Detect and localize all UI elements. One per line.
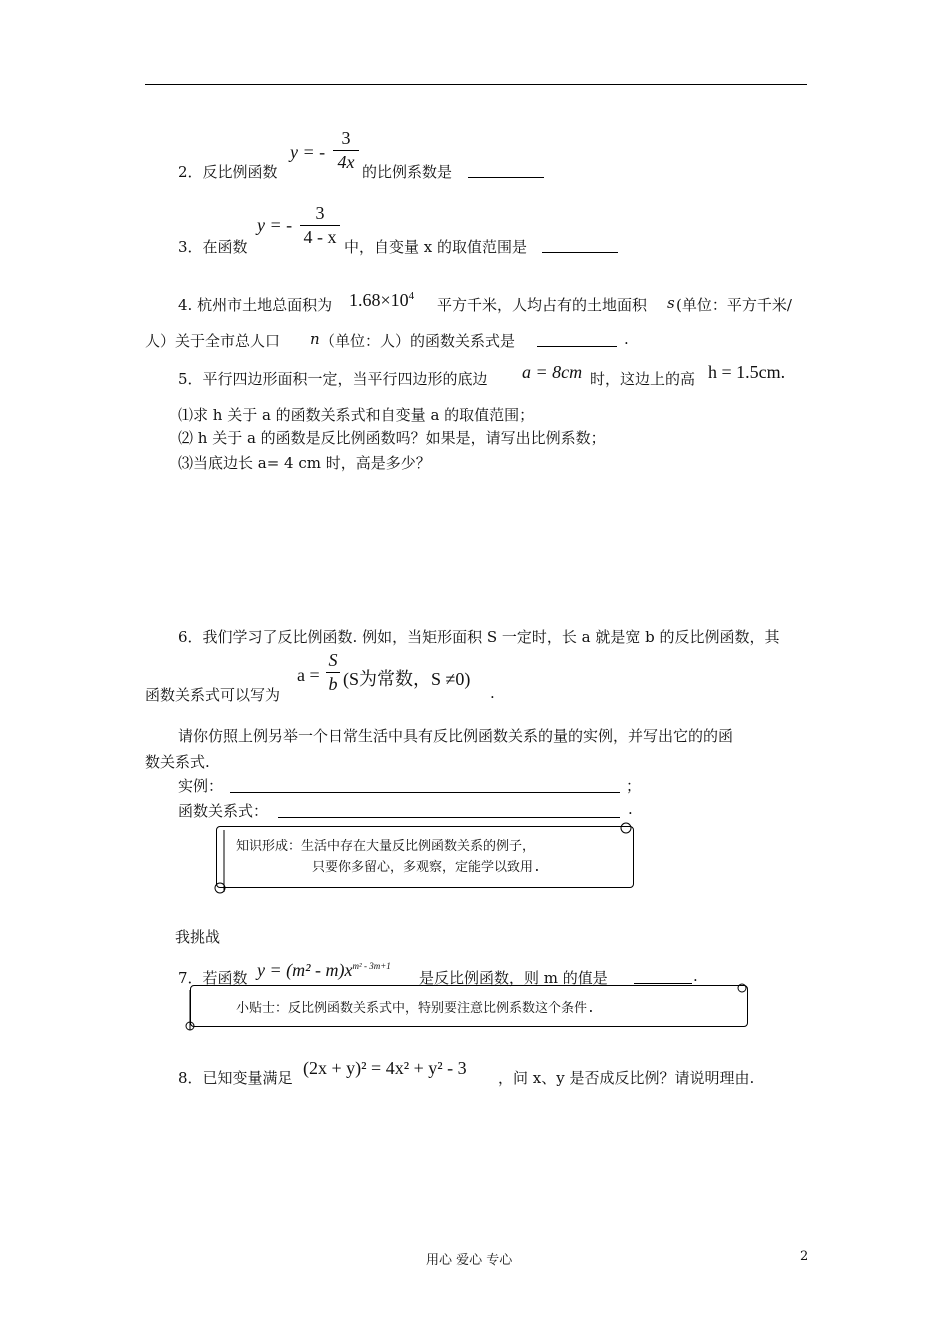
header-rule [145, 84, 807, 85]
q6-example-label: 实例： [178, 777, 224, 795]
q6-example-blank[interactable] [230, 778, 620, 793]
q6-instruction-1: 请你仿照上例另举一个日常生活中具有反比例函数关系的量的实例，并写出它的的函 [178, 727, 734, 745]
q4-var-s: s [667, 294, 675, 312]
q7-suffix: 是反比例函数，则 m 的值是 [419, 969, 608, 987]
q5-base-value: a = 8cm [522, 362, 583, 382]
q4-mid: 平方千米，人均占有的土地面积 [437, 296, 648, 314]
page-number: 2 [800, 1249, 809, 1264]
q5-mid: 时，这边上的高 [590, 370, 696, 388]
q8-equation: (2x + y)² = 4x² + y² - 3 [303, 1058, 467, 1078]
q7-end: . [693, 967, 698, 985]
knowledge-note-line2: 只要你多留心，多观察，定能学以致用. [312, 860, 541, 875]
q6-period: . [490, 684, 495, 702]
q7-prefix: 7．若函数 [178, 969, 248, 987]
q3-lhs: y = - [257, 215, 293, 235]
q2-prefix: 2．反比例函数 [178, 163, 278, 181]
q3-answer-blank[interactable] [542, 238, 618, 253]
q5-height-value: h = 1.5cm. [708, 362, 786, 382]
q6-line2: 函数关系式可以写为 [145, 686, 281, 704]
q5-sub1: ⑴求 h 关于 a 的函数关系式和自变量 a 的取值范围； [178, 406, 535, 424]
q2-lhs: y = - [290, 142, 326, 162]
q4-answer-blank[interactable] [537, 332, 617, 347]
q4-var-n: n [310, 330, 320, 348]
tip-note-text: 小贴士：反比例函数关系式中，特别要注意比例系数这个条件. [236, 1001, 595, 1016]
q5-prefix: 5．平行四边形面积一定，当平行四边形的底边 [178, 370, 488, 388]
q4-prefix: 4. 杭州市土地总面积为 [178, 296, 333, 314]
q6-relation-end: . [628, 800, 633, 818]
q3-fraction: 3 4 - x [300, 203, 340, 248]
q6-instruction-2: 数关系式. [145, 753, 210, 771]
footer-motto: 用心 爱心 专心 [426, 1253, 513, 1268]
q5-sub2: ⑵ h 关于 a 的函数是反比例函数吗？如果是，请写出比例系数； [178, 429, 606, 447]
q4-line2-b: （单位：人）的函数关系式是 [320, 332, 516, 350]
q2-suffix: 的比例系数是 [362, 163, 453, 181]
q4-unit: (单位：平方千米/ [676, 296, 792, 314]
q4-end: . [624, 330, 629, 348]
q2-answer-blank[interactable] [468, 163, 544, 178]
q6-formula-fraction: S b [326, 650, 340, 695]
q3-suffix: 中，自变量 x 的取值范围是 [344, 238, 527, 256]
q8-prefix: 8．已知变量满足 [178, 1069, 293, 1087]
q2-fraction: 3 4x [333, 128, 359, 173]
q6-relation-blank[interactable] [278, 803, 620, 818]
q3-prefix: 3．在函数 [178, 238, 248, 256]
knowledge-note-line1: 知识形成：生活中存在大量反比例函数关系的例子， [236, 839, 536, 854]
q6-formula-condition: (S为常数，S ≠0) [343, 669, 471, 689]
q4-line2-a: 人）关于全市总人口 [145, 332, 281, 350]
q6-formula-lhs: a = [297, 665, 320, 685]
q4-area-value: $1.68\times 10^4$ [349, 290, 415, 310]
q7-function: $y = (m^2 - m)x^{m^2 - 3m+1}$ [257, 960, 391, 980]
q6-relation-label: 函数关系式： [178, 802, 269, 820]
q8-suffix: ，问 x、y 是否成反比例？请说明理由. [498, 1069, 755, 1087]
q6-example-end: ； [626, 777, 642, 795]
q5-sub3: ⑶当底边长 a= 4 cm 时，高是多少？ [178, 454, 431, 472]
challenge-heading: 我挑战 [175, 928, 221, 946]
q6-line1: 6．我们学习了反比例函数. 例如，当矩形面积 S 一定时，长 a 就是宽 b 的反比例函数，其 [178, 628, 780, 646]
